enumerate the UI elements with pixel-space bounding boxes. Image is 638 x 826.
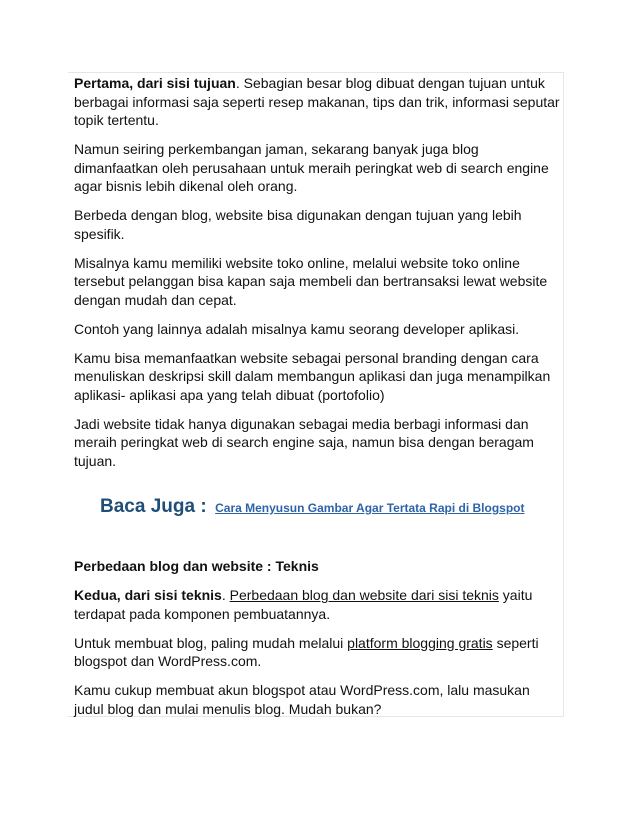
paragraph-text: seperti blogspot dan WordPress.com. xyxy=(74,634,539,669)
paragraph: Jadi website tidak hanya digunakan sebagai media berbagi informasi dan meraih peringkat web di search engine saja, namun bisa dengan beragam tujuan. xyxy=(74,415,534,469)
paragraph-text: . Sebagian besar blog dibuat dengan tujuan untuk berbagai informasi saja seperti resep makanan, tips dan trik, informasi seputar topik tertentu. xyxy=(74,75,560,128)
paragraph-teknis xyxy=(74,586,560,623)
platform-blogging-link[interactable]: platform blogging gratis xyxy=(347,634,493,651)
paragraph-platform xyxy=(74,634,560,671)
baca-juga-block xyxy=(100,496,525,518)
paragraph-separator: . xyxy=(221,587,230,603)
baca-juga-link[interactable]: Cara Menyusun Gambar Agar Tertata Rapi di Blogspot xyxy=(215,501,525,515)
paragraph: Namun seiring perkembangan jaman, sekarang banyak juga blog dimanfaatkan oleh perusahaan untuk meraih peringkat web di search engine agar bisnis lebih dikenal oleh orang. xyxy=(74,141,549,194)
paragraph: Kamu cukup membuat akun blogspot atau WordPress.com, lalu masukan judul blog dan mulai menulis blog. Mudah bukan? xyxy=(74,682,530,717)
article-body-teknis xyxy=(74,557,560,729)
paragraph: Contoh yang lainnya adalah misalnya kamu seorang developer aplikasi. xyxy=(74,320,520,337)
perbedaan-teknis-link[interactable]: Perbedaan blog dan website dari sisi teknis xyxy=(229,587,499,603)
paragraph: Berbeda dengan blog, website bisa digunakan dengan tujuan yang lebih spesifik. xyxy=(74,207,522,242)
paragraph: Misalnya kamu memiliki website toko online, melalui website toko online tersebut pelanggan bisa kapan saja membeli dan bertransaksi lewat website dengan mudah dan cepat. xyxy=(74,254,548,308)
baca-juga-label: Baca Juga : xyxy=(100,496,207,517)
paragraph-lead: Kedua, dari sisi teknis xyxy=(74,587,222,603)
section-heading: Perbedaan blog dan website : Teknis xyxy=(74,558,319,574)
paragraph-text: Untuk membuat blog, paling mudah melalui xyxy=(74,634,348,651)
paragraph-tujuan xyxy=(74,74,560,130)
paragraph-text: yaitu terdapat pada komponen pembuatannya. xyxy=(74,587,533,622)
article-body-top xyxy=(74,74,560,481)
paragraph: Kamu bisa memanfaatkan website sebagai personal branding dengan cara menuliskan deskripsi skill dalam membangun aplikasi dan juga menampilkan aplikasi- aplikasi apa yang telah dibuat (portofolio) xyxy=(74,349,551,403)
paragraph-lead: Pertama, dari sisi tujuan xyxy=(74,75,236,91)
